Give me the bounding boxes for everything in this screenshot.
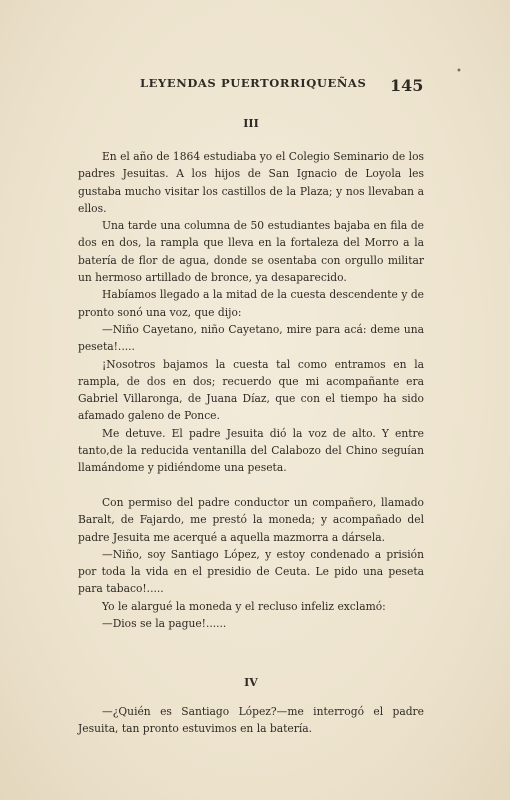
- paragraph: —¿Quién es Santiago López?—me interrogó el padre Jesuita, tan pronto estuvimos en la batería.: [78, 705, 424, 736]
- page-number: 145: [390, 76, 424, 95]
- section-heading-iv: IV: [244, 676, 258, 689]
- paragraph: Con permiso del padre conductor un compañero, llamado Baralt, de Fajardo, me prestó la moneda; y acompañado del padre Jesuita me acerqué a aquella mazmorra a dársela.: [78, 496, 424, 544]
- text-block-3: [78, 703, 424, 738]
- paragraph: Me detuve. El padre Jesuita dió la voz de alto. Y entre tanto,de la reducida ventanilla del Calabozo del Chino seguían llamándome y pidiéndome una peseta.: [78, 426, 424, 475]
- paragraph: —Niño, soy Santiago López, y estoy condenado a prisión por toda la vida en el presidio de Ceuta. Le pido una peseta para tabaco!.....: [78, 547, 424, 596]
- paragraph: En el año de 1864 estudiaba yo el Colegio Seminario de los padres Jesuitas. A los hijos de San Ignacio de Loyola les gustaba mucho visitar los castillos de la Plaza; y nos llevaban a ellos.: [78, 150, 424, 215]
- text-block-2: [78, 494, 424, 632]
- paragraph: Yo le alargué la moneda y el recluso infeliz exclamó:: [102, 599, 386, 613]
- text-block-1: [78, 148, 424, 477]
- paragraph: —Dios se la pague!......: [102, 617, 227, 631]
- paragraph: ¡Nosotros bajamos la cuesta tal como entramos en la rampla, de dos en dos; recuerdo que mi acompañante era Gabriel Villaronga, de Juana Díaz, que con el tiempo ha sido afamado galeno de Ponce.: [78, 357, 424, 423]
- corner-mark: •: [456, 66, 462, 77]
- paragraph: Habíamos llegado a la mitad de la cuesta descendente y de pronto sonó una voz, que dijo:: [78, 288, 424, 319]
- section-heading-iii: III: [243, 117, 259, 130]
- paragraph: —Niño Cayetano, niño Cayetano, mire para acá: deme una peseta!.....: [78, 322, 424, 354]
- running-head: LEYENDAS PUERTORRIQUEÑAS: [140, 76, 367, 90]
- paragraph: Una tarde una columna de 50 estudiantes bajaba en fila de dos en dos, la rampla que lleva en la fortaleza del Morro a la batería de flor de agua, donde se osentaba con orgullo militar un hermoso artillado de bronce, ya desaparecido.: [78, 219, 424, 285]
